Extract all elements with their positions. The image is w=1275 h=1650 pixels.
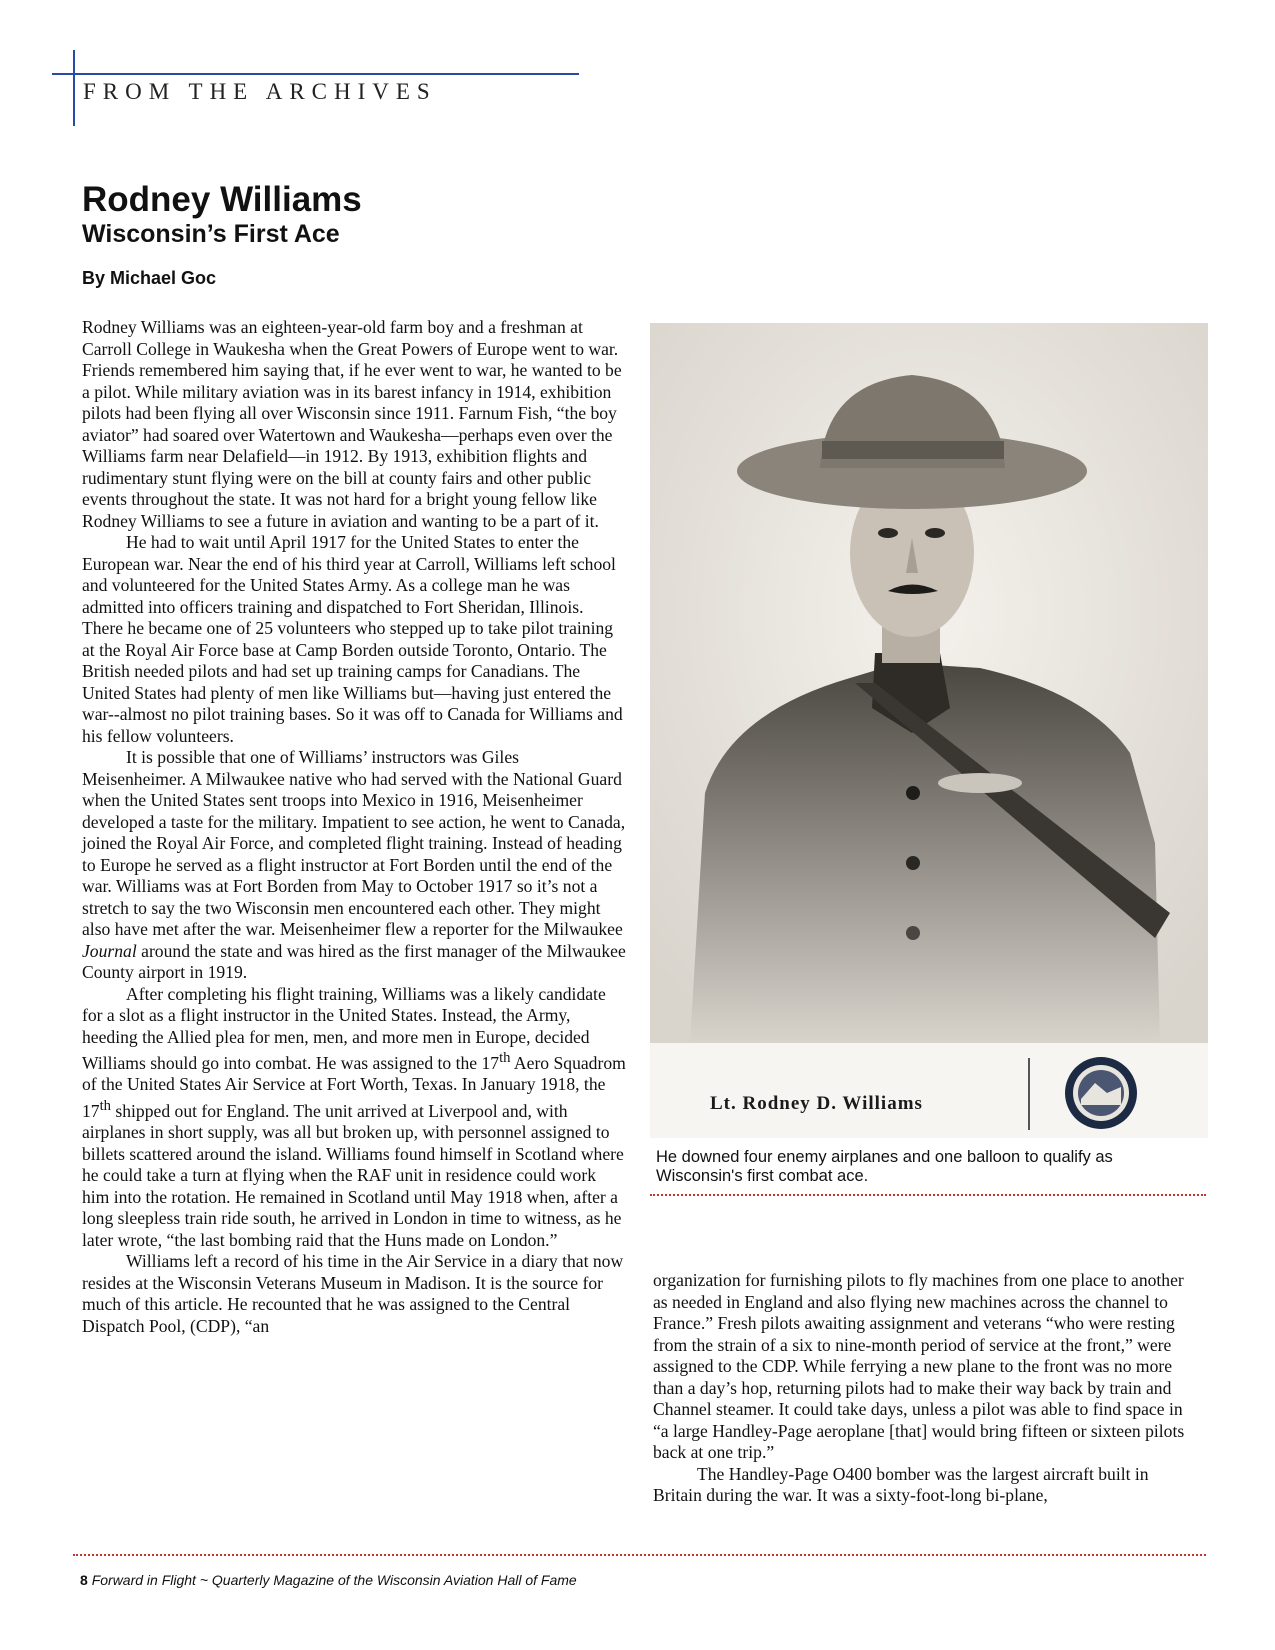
body-column-right bbox=[653, 1270, 1198, 1507]
text-run: around the state and was hired as the first manager of the Milwaukee County airport in 1919. bbox=[82, 940, 626, 982]
photo-caption: He downed four enemy airplanes and one balloon to qualify as Wisconsin's first combat ace. bbox=[656, 1148, 1113, 1185]
article-byline: By Michael Goc bbox=[82, 268, 217, 288]
paragraph: Rodney Williams was an eighteen-year-old farm boy and a freshman at Carroll College in Waukesha when the Great Powers of Europe went to war. Friends remembered him saying that, if he ever went to war, he wanted to be a pilot. While military aviation was in its barest infancy in 1914, exhibition pilots had been flying all over Wisconsin since 1911. Farnum Fish, “the boy aviator” had soared over Watertown and Waukesha—perhaps even over the Williams farm near Delafield—in 1912. By 1913, exhibition flights and rudimentary stunt flying were on the bill at county fairs and other public events throughout the state. It was not hard for a bright young fellow like Rodney Williams to see a future in aviation and wanting to be a part of it. bbox=[82, 317, 622, 531]
caption-divider bbox=[650, 1194, 1206, 1196]
photo-label: Lt. Rodney D. Williams bbox=[710, 1093, 923, 1114]
photo-label-divider bbox=[1028, 1058, 1030, 1130]
veterans-museum-seal-icon bbox=[1055, 1053, 1147, 1133]
header-rule-horizontal bbox=[52, 73, 579, 75]
paragraph: He had to wait until April 1917 for the United States to enter the European war. Near the end of his third year at Carroll, Williams left school and volunteered for the United States Army. As a college man he was admitted into officers training and dispatched to Fort Sheridan, Illinois. There he became one of 25 volunteers who stepped up to take pilot training at the Royal Air Force base at Camp Borden outside Toronto, Ontario. The British needed pilots and had set up training camps for Canadians. The United States had plenty of men like Williams but—having just entered the war--almost no pilot training bases. So it was off to Canada for Williams and his fellow volunteers. bbox=[82, 532, 623, 746]
text-run: After completing his flight training, Williams was a likely candidate for a slot as a flight instructor in the United States. Instead, the Army, heeding the Allied plea for men, men, and more men in Europe, decided Williams should go into combat. He was assigned to the 17 bbox=[82, 983, 606, 1073]
paragraph bbox=[82, 747, 627, 984]
paragraph bbox=[82, 984, 627, 1252]
article-subtitle: Wisconsin’s First Ace bbox=[82, 220, 340, 248]
body-column-left bbox=[82, 317, 627, 1337]
page-footer bbox=[80, 1572, 577, 1588]
page-number: 8 bbox=[80, 1572, 88, 1588]
paragraph: The Handley-Page O400 bomber was the largest aircraft built in Britain during the war. It was a sixty-foot-long bi-plane, bbox=[653, 1463, 1149, 1505]
footer-divider bbox=[73, 1554, 1206, 1556]
paragraph: organization for furnishing pilots to fly machines from one place to another as needed in England and also flying new machines across the channel to France.” Fresh pilots awaiting assignment and veterans “who were resting from the strain of a six to nine-month period of service at the front,” were assigned to the CDP. While ferrying a new plane to the front was no more than a day’s hop, returning pilots had to make their way back by train and Channel steamer. It could take days, unless a pilot was able to find space in “a large Handley-Page aeroplane [that] would bring fifteen or sixteen pilots back at one trip.” bbox=[653, 1270, 1185, 1462]
ordinal-suffix: th bbox=[99, 1097, 111, 1114]
portrait-photo bbox=[650, 323, 1208, 1138]
text-run: It is possible that one of Williams’ instructors was Giles Meisenheimer. A Milwaukee native who had served with the National Guard when the United States sent troops into Mexico in 1916, Meisenheimer developed a taste for the military. Impatient to see action, he went to Canada, joined the Royal Air Force, and completed flight training. Instead of heading to Europe he served as a flight instructor at Fort Borden until the end of the war. Williams was at Fort Borden from May to October 1917 so it’s not a stretch to say the two Wisconsin men encountered each other. They might also have met after the war. Meisenheimer flew a reporter for the Milwaukee bbox=[82, 747, 626, 939]
publication-name: Journal bbox=[82, 940, 137, 961]
section-label: FROM THE ARCHIVES bbox=[83, 79, 437, 104]
header-rule-vertical bbox=[73, 50, 75, 126]
text-run: Aero Squadrom of the United States Air Service at Fort Worth, Texas. In January 1918, the 17 bbox=[82, 1052, 626, 1121]
article-title: Rodney Williams bbox=[82, 180, 362, 219]
text-run: shipped out for England. The unit arrived at Liverpool and, with airplanes in short supply, was all but broken up, with personnel assigned to billets scattered around the island. Williams found himself in Scotland where he could take a turn at flying when the RAF unit in residence could work him into the rotation. He remained in Scotland until May 1918 when, after a long sleepless train ride south, he arrived in London in time to witness, as he later wrote, “the last bombing raid that the Huns made on London.” bbox=[82, 1100, 624, 1250]
portrait-illustration bbox=[650, 323, 1208, 1138]
magazine-name: Forward in Flight ~ Quarterly Magazine of the Wisconsin Aviation Hall of Fame bbox=[91, 1572, 577, 1588]
ordinal-suffix: th bbox=[499, 1050, 511, 1066]
paragraph: Williams left a record of his time in the Air Service in a diary that now resides at the Wisconsin Veterans Museum in Madison. It is the source for much of this article. He recounted that he was assigned to the Central Dispatch Pool, (CDP), “an bbox=[82, 1251, 624, 1336]
